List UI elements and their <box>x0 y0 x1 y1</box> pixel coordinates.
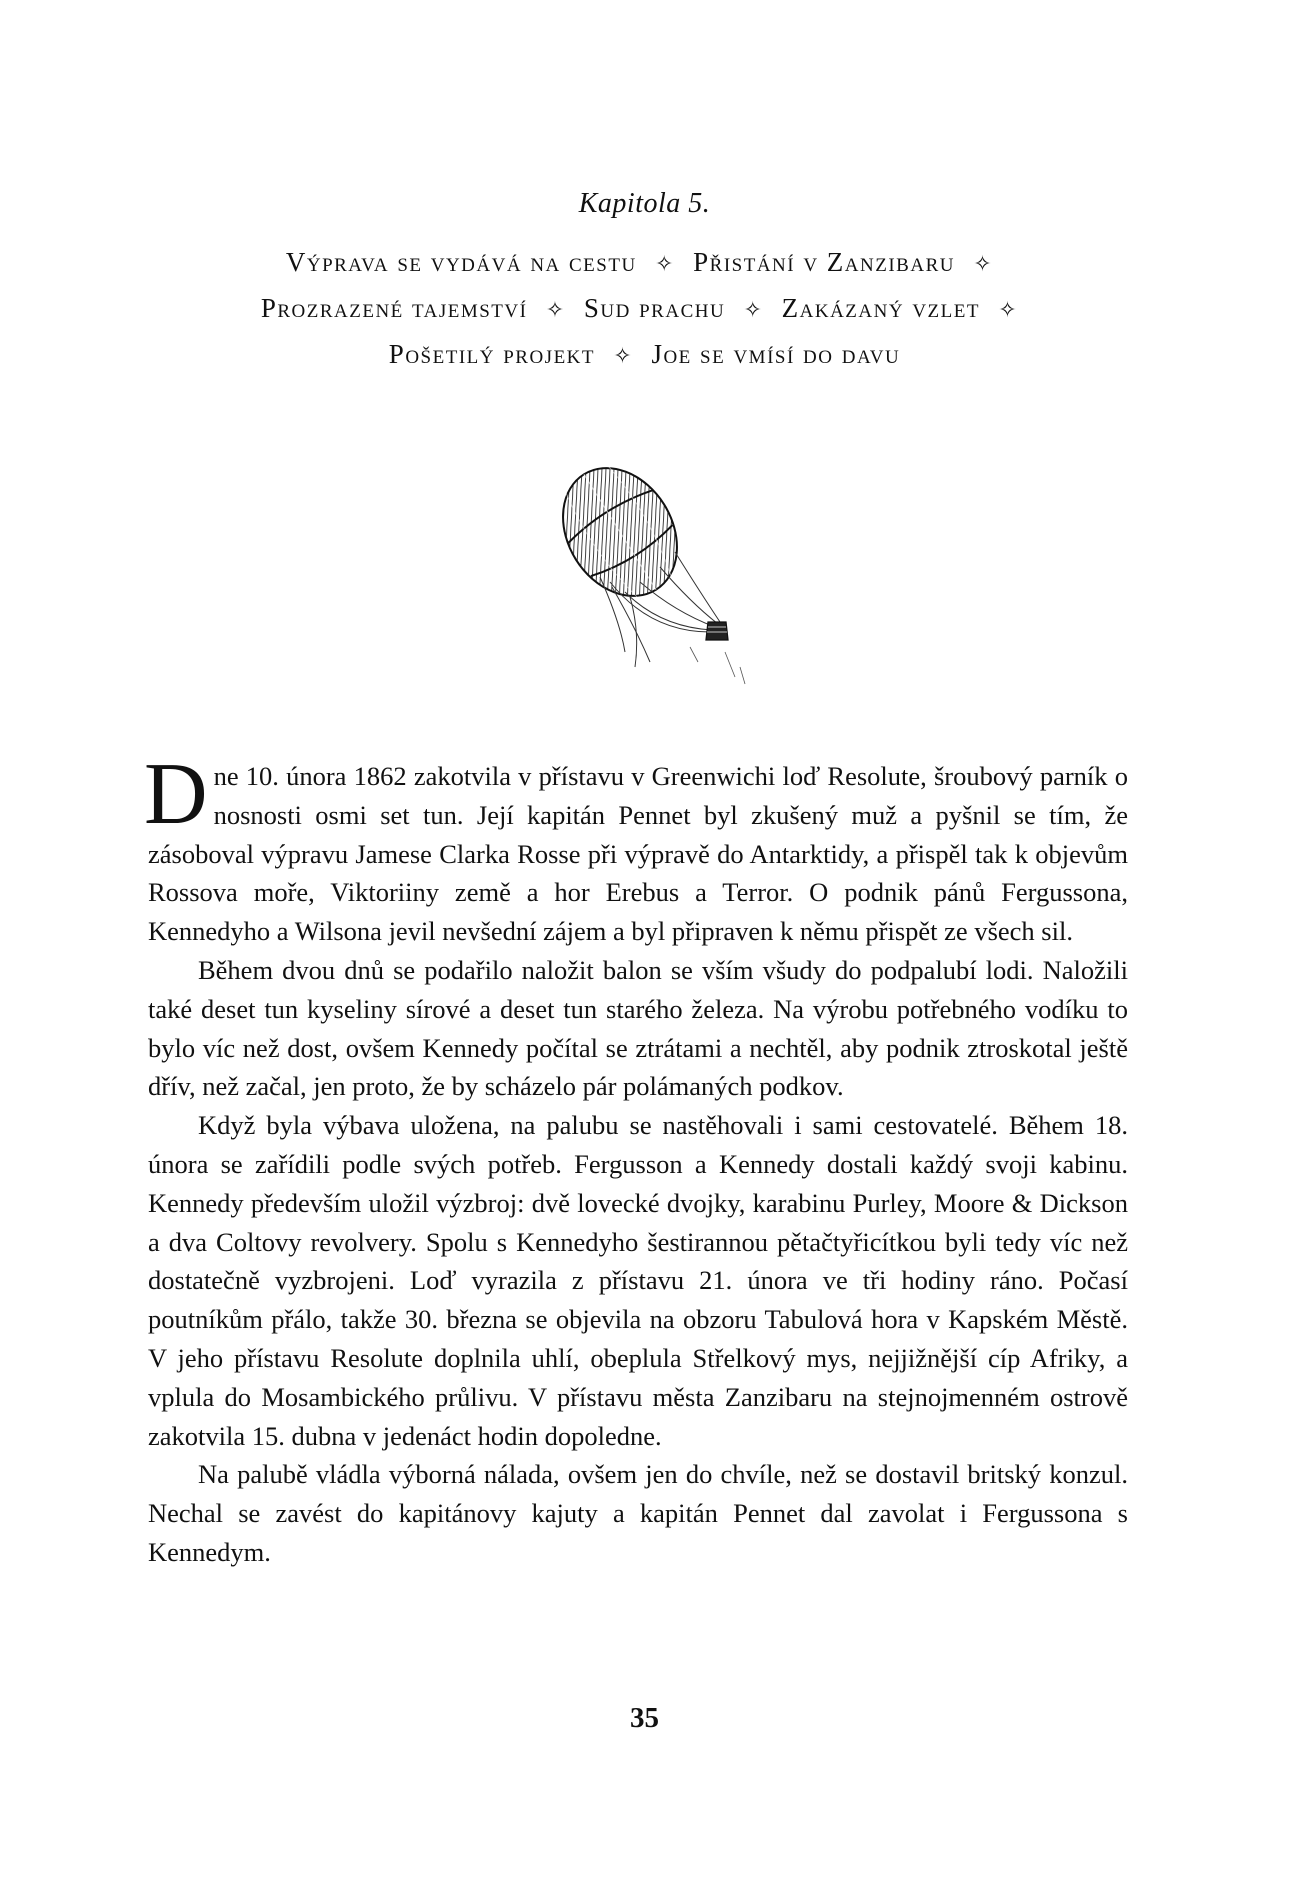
star-separator-icon: ✧ <box>743 297 764 322</box>
chapter-label: Kapitola 5. <box>578 188 711 219</box>
subtitle-item: Joe se vmísí do davu <box>651 339 901 369</box>
star-separator-icon: ✧ <box>998 297 1019 322</box>
subtitle-line-1 <box>150 240 1139 286</box>
page-number: 35 <box>630 1702 659 1734</box>
subtitle-item: Sud prachu <box>583 293 726 323</box>
subtitle-item: Zakázaný vzlet <box>781 293 980 323</box>
subtitle-item: Výprava se vydává na cestu <box>285 247 637 277</box>
drop-cap: D <box>144 746 208 843</box>
paragraph: Během dvou dnů se podařilo naložit balon se vším všudy do podpalubí lodi. Naložili také deset tun kyseliny sírové a deset tun starého železa. Na výrobu potřebného vodíku to bylo víc než dost, ovšem Kennedy počítal se ztrátami a nechtěl, aby podnik ztroskotal ještě dřív, než začal, jen proto, že by scházelo pár polámaných podkov. <box>148 954 1128 1102</box>
subtitle-item: Prozrazené tajemství <box>260 293 528 323</box>
balloon-engraving-icon <box>540 462 790 692</box>
chapter-subtitle <box>150 240 1139 378</box>
paragraph-text: ne 10. února 1862 zakotvila v přístavu v Greenwichi loď Resolute, šroubový parník o nosnosti osmi set tun. Její kapitán Pennet byl zkušený muž a pyšnil se tím, že zásoboval výpravu Jamese Clarka Rosse při výpravě do Antarktidy, a přispěl tak k objevům Rossova moře, Viktoriiny země a hor Erebus a Terror. O podnik pánů Fergussona, Kennedyho a Wilsona jevil nevšední zájem a byl připraven k němu přispět ze všech sil. <box>148 761 1128 947</box>
star-separator-icon: ✧ <box>613 343 634 368</box>
paragraph: Když byla výbava uložena, na palubu se nastěhovali i sami cestovatelé. Během 18. února se zařídili podle svých potřeb. Fergusson a Kennedy dostali každý svoji kabinu. Kennedy především uložil výzbroj: dvě lovecké dvojky, karabinu Purley, Moore & Dickson a dva Coltovy revolvery. Spolu s Kennedyho šestirannou pětačtyřicítkou byli tedy víc než dostatečně vyzbrojeni. Loď vyrazila z přístavu 21. února ve tři hodiny ráno. Počasí poutníkům přálo, takže 30. března se objevila na obzoru Tabulová hora v Kapském Městě. V jeho přístavu Resolute doplnila uhlí, obeplula Střelkový mys, nejjižnější cíp Afriky, a vplula do Mosambického průlivu. V přístavu města Zanzibaru na stejnojmenném ostrově zakotvila 15. dubna v jedenáct hodin dopoledne. <box>148 1110 1128 1451</box>
star-separator-icon: ✧ <box>973 251 994 276</box>
subtitle-line-2 <box>150 286 1139 332</box>
star-separator-icon: ✧ <box>654 251 675 276</box>
subtitle-item: Pošetilý projekt <box>388 339 596 369</box>
balloon-illustration <box>540 462 790 692</box>
star-separator-icon: ✧ <box>545 297 566 322</box>
subtitle-line-3 <box>150 332 1139 378</box>
chapter-body <box>144 746 1128 1572</box>
paragraph <box>144 746 1128 951</box>
subtitle-item: Přistání v Zanzibaru <box>693 247 955 277</box>
paragraph: Na palubě vládla výborná nálada, ovšem jen do chvíle, než se dostavil britský konzul. Nechal se zavést do kapitánovy kajuty a kapitán Pennet dal zavolat i Fergussona s Kennedym. <box>148 1459 1128 1567</box>
